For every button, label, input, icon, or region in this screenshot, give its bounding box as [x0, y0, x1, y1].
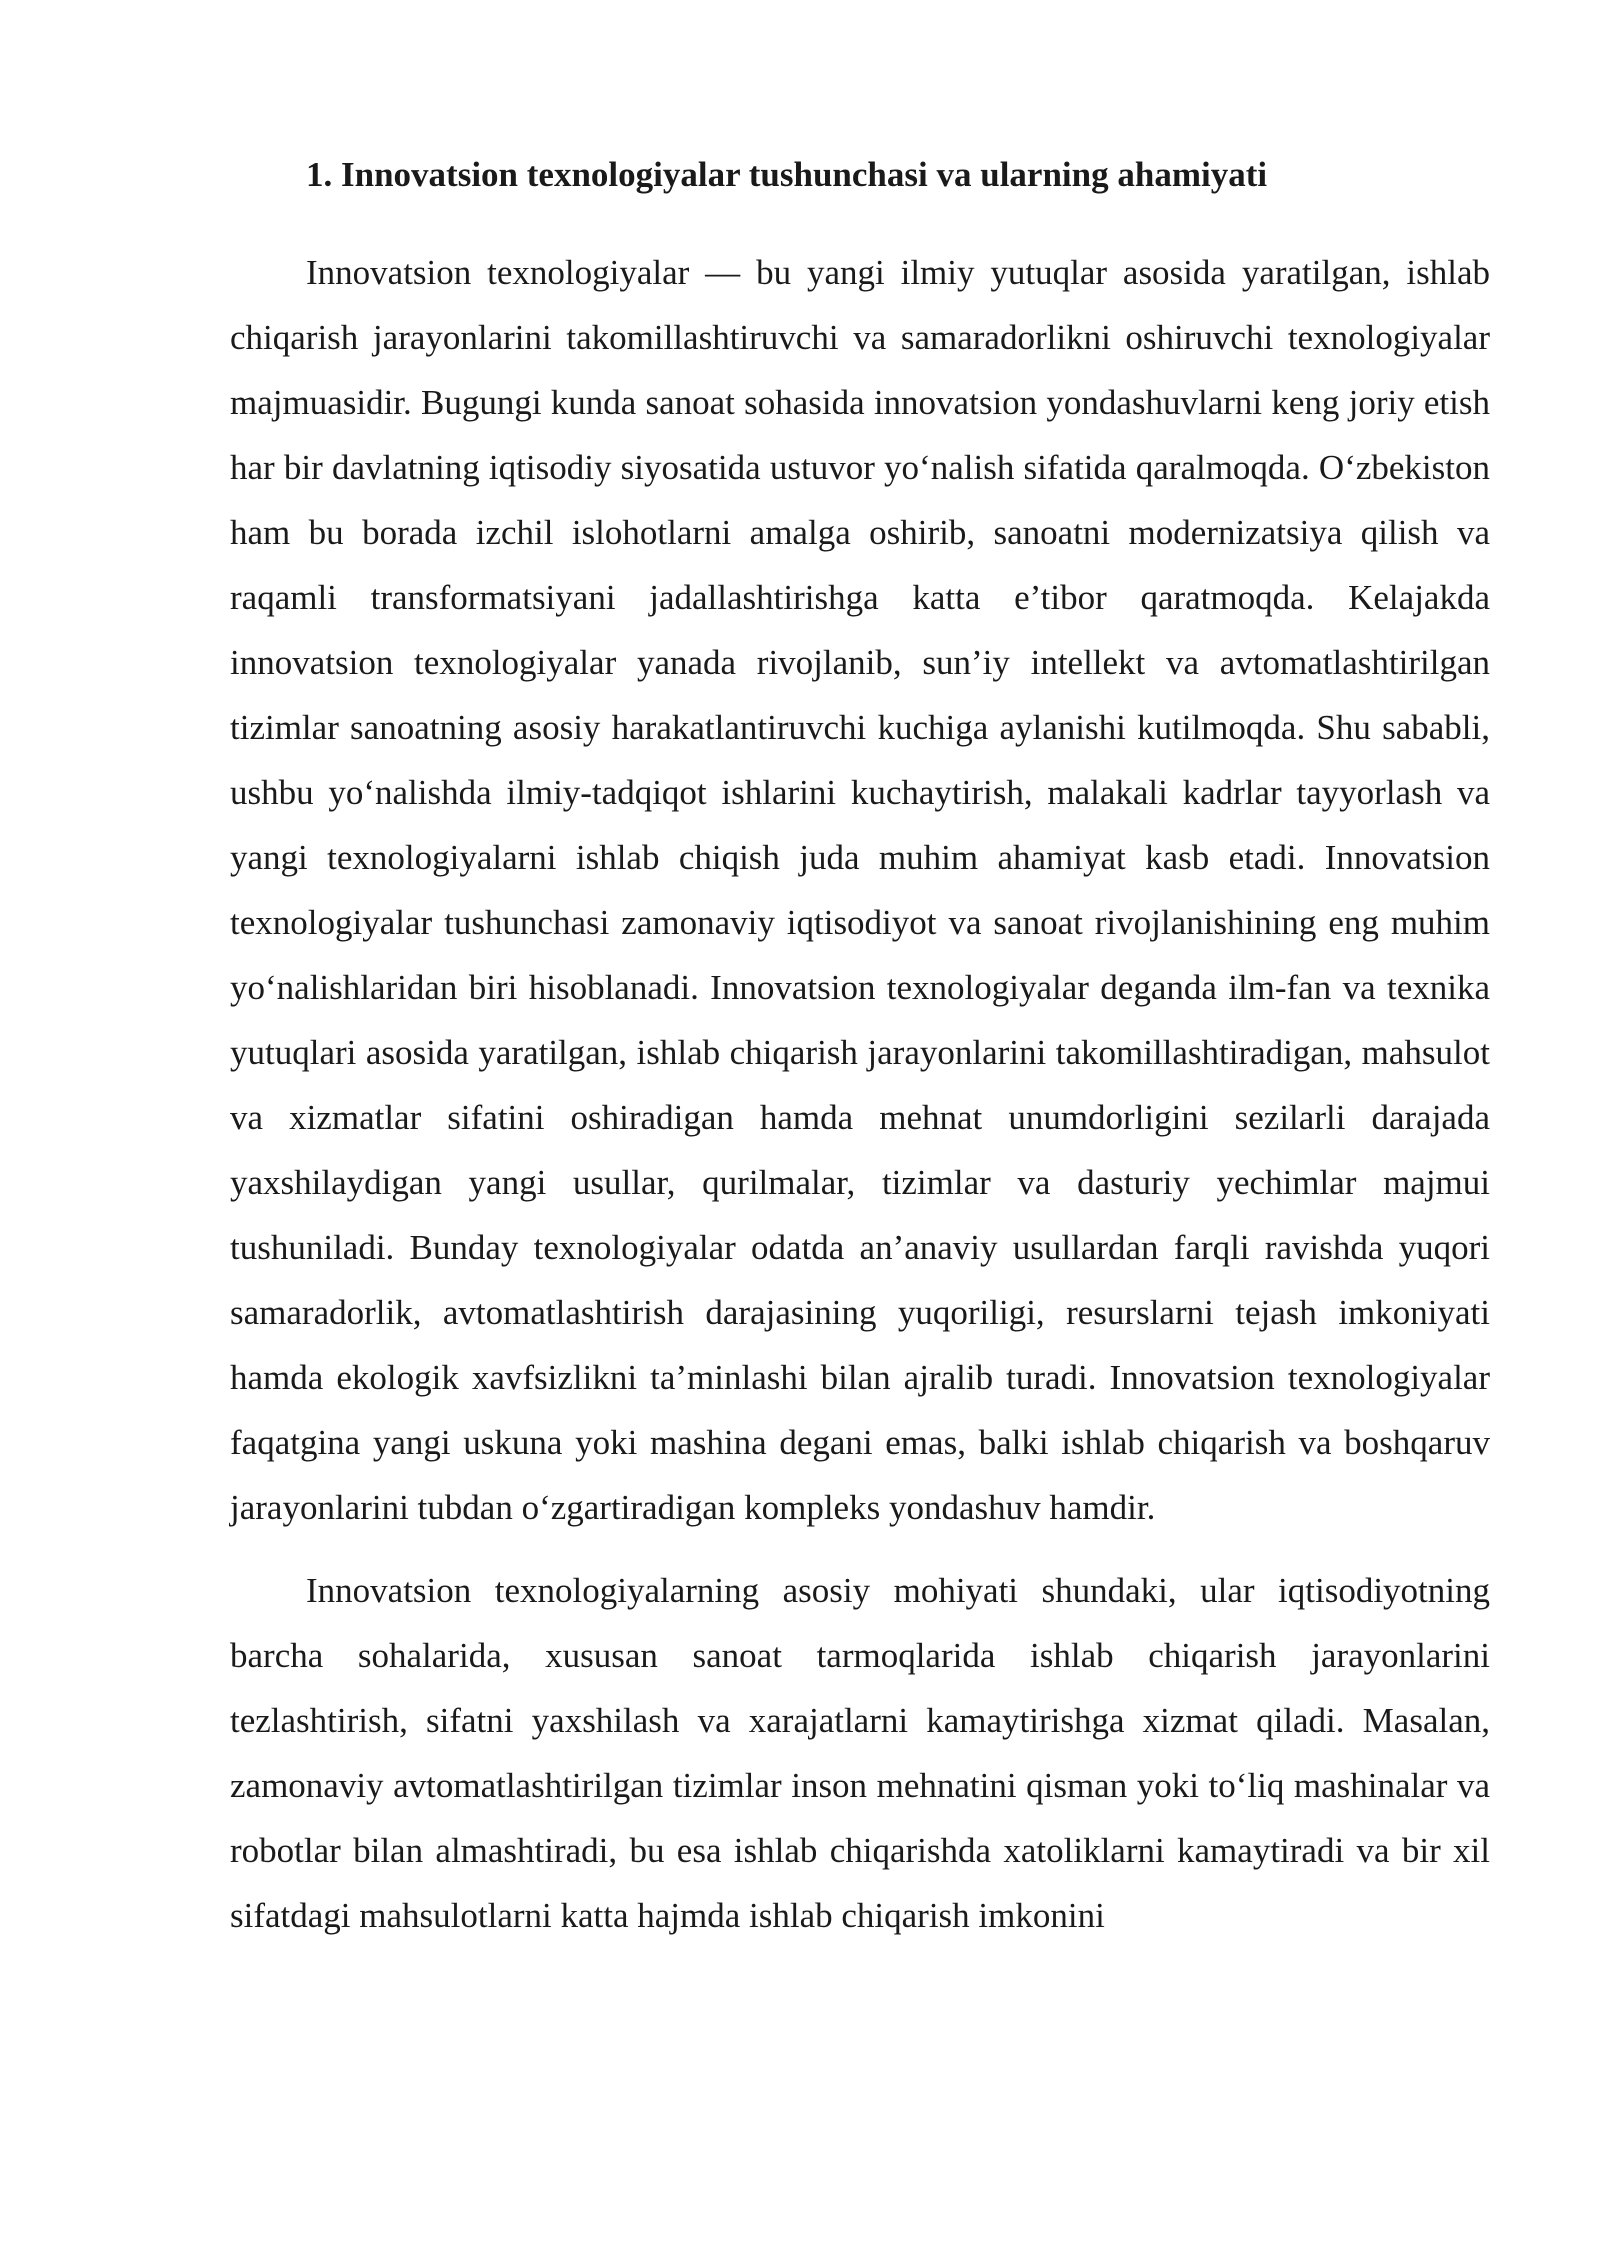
document-page [230, 140, 1490, 1966]
paragraph-1: Innovatsion texnologiyalar — bu yangi ilmiy yutuqlar asosida yaratilgan, ishlab chiqarish jarayonlarini takomillashtiruvchi va samaradorlikni oshiruvchi texnologiyalar majmuasidir. Bugungi kunda sanoat sohasida innovatsion yondashuvlarni keng joriy etish har bir davlatning iqtisodiy siyosatida ustuvor yo‘nalish sifatida qaralmoqda. O‘zbekiston ham bu borada izchil islohotlarni amalga oshirib, sanoatni modernizatsiya qilish va raqamli transformatsiyani jadallashtirishga katta e’tibor qaratmoqda. Kelajakda innovatsion texnologiyalar yanada rivojlanib, sun’iy intellekt va avtomatlashtirilgan tizimlar sanoatning asosiy harakatlantiruvchi kuchiga aylanishi kutilmoqda. Shu sababli, ushbu yo‘nalishda ilmiy-tadqiqot ishlarini kuchaytirish, malakali kadrlar tayyorlash va yangi texnologiyalarni ishlab chiqish juda muhim ahamiyat kasb etadi. Innovatsion texnologiyalar tushunchasi zamonaviy iqtisodiyot va sanoat rivojlanishining eng muhim yo‘nalishlaridan biri hisoblanadi. Innovatsion texnologiyalar deganda ilm-fan va texnika yutuqlari asosida yaratilgan, ishlab chiqarish jarayonlarini takomillashtiradigan, mahsulot va xizmatlar sifatini oshiradigan hamda mehnat unumdorligini sezilarli darajada yaxshilaydigan yangi usullar, qurilmalar, tizimlar va dasturiy yechimlar majmui tushuniladi. Bunday texnologiyalar odatda an’anaviy usullardan farqli ravishda yuqori samaradorlik, avtomatlashtirish darajasining yuqoriligi, resurslarni tejash imkoniyati hamda ekologik xavfsizlikni ta’minlashi bilan ajralib turadi. Innovatsion texnologiyalar faqatgina yangi uskuna yoki mashina degani emas, balki ishlab chiqarish va boshqaruv jarayonlarini tubdan o‘zgartiradigan kompleks yondashuv hamdir. [230, 253, 1490, 1527]
paragraph-2: Innovatsion texnologiyalarning asosiy mohiyati shundaki, ular iqtisodiyotning barcha sohalarida, xususan sanoat tarmoqlarida ishlab chiqarish jarayonlarini tezlashtirish, sifatni yaxshilash va xarajatlarni kamaytirishga xizmat qiladi. Masalan, zamonaviy avtomatlashtirilgan tizimlar inson mehnatini qisman yoki to‘liq mashinalar va robotlar bilan almashtiradi, bu esa ishlab chiqarishda xatoliklarni kamaytiradi va bir xil sifatdagi mahsulotlarni katta hajmda ishlab chiqarish imkonini [230, 1571, 1490, 1935]
section-heading: 1. Innovatsion texnologiyalar tushunchasi va ularning ahamiyati [306, 155, 1268, 194]
